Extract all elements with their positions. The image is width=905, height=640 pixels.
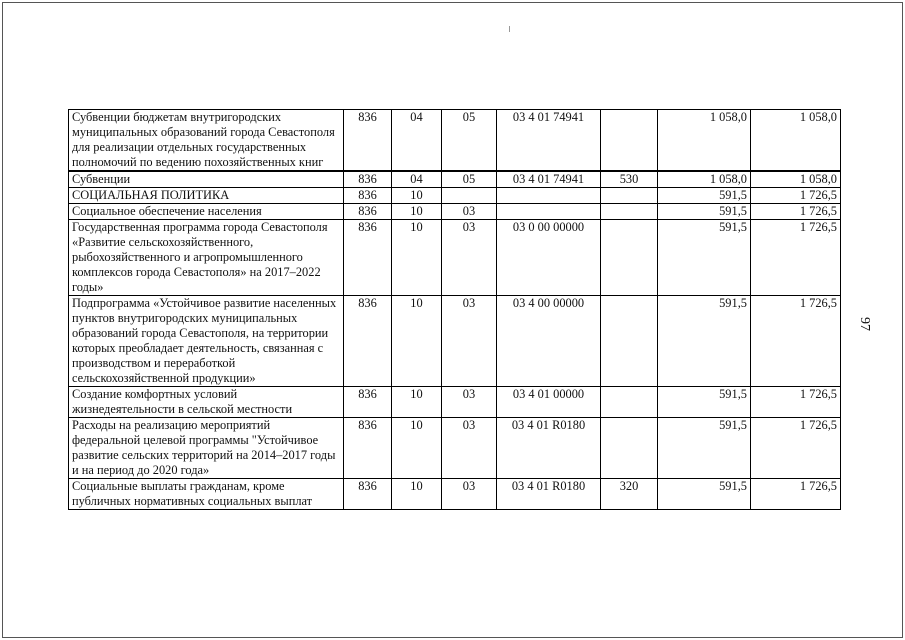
row-target-article: 03 4 01 74941 — [497, 110, 601, 172]
row-expense-type: 320 — [601, 479, 658, 510]
row-expense-type — [601, 296, 658, 387]
row-grbs: 836 — [344, 204, 392, 220]
row-grbs: 836 — [344, 296, 392, 387]
row-grbs: 836 — [344, 479, 392, 510]
row-amount-1: 591,5 — [658, 479, 751, 510]
table-row — [69, 171, 841, 188]
table-row — [69, 479, 841, 510]
row-amount-2: 1 726,5 — [751, 204, 841, 220]
row-expense-type — [601, 188, 658, 204]
row-amount-2: 1 726,5 — [751, 418, 841, 479]
row-subsection: 03 — [442, 204, 497, 220]
row-amount-1: 591,5 — [658, 418, 751, 479]
row-name: Социальное обеспечение населения — [69, 204, 344, 220]
row-target-article — [497, 188, 601, 204]
row-amount-2: 1 726,5 — [751, 296, 841, 387]
row-subsection: 03 — [442, 418, 497, 479]
row-section: 04 — [392, 171, 442, 188]
row-amount-1: 591,5 — [658, 220, 751, 296]
row-section: 10 — [392, 188, 442, 204]
row-name: Расходы на реализацию мероприятий федеральной целевой программы "Устойчивое развитие сельских территорий на 2014–2017 годы и на период до 2020 года» — [69, 418, 344, 479]
row-name: Государственная программа города Севастополя «Развитие сельскохозяйственного, рыбохозяйственного и агропромышленного комплексов города Севастополя» на 2017–2022 годы» — [69, 220, 344, 296]
row-target-article — [497, 204, 601, 220]
row-name: Субвенции бюджетам внутригородских муниципальных образований города Севастополя для реализации отдельных государственных полномочий по ведению похозяйственных книг — [69, 110, 344, 172]
row-section: 10 — [392, 296, 442, 387]
row-target-article: 03 4 01 R0180 — [497, 418, 601, 479]
row-amount-2: 1 726,5 — [751, 188, 841, 204]
row-name: Субвенции — [69, 171, 344, 188]
row-grbs: 836 — [344, 110, 392, 172]
row-amount-1: 591,5 — [658, 204, 751, 220]
row-amount-2: 1 726,5 — [751, 479, 841, 510]
row-subsection: 03 — [442, 479, 497, 510]
table-body — [69, 110, 841, 510]
row-target-article: 03 4 00 00000 — [497, 296, 601, 387]
row-expense-type — [601, 220, 658, 296]
row-target-article: 03 4 01 00000 — [497, 387, 601, 418]
row-amount-1: 1 058,0 — [658, 171, 751, 188]
scan-mark — [509, 26, 510, 32]
row-subsection: 03 — [442, 387, 497, 418]
row-amount-1: 591,5 — [658, 387, 751, 418]
table-row — [69, 110, 841, 172]
row-target-article: 03 0 00 00000 — [497, 220, 601, 296]
budget-table — [68, 109, 841, 510]
row-grbs: 836 — [344, 171, 392, 188]
row-amount-2: 1 726,5 — [751, 220, 841, 296]
row-expense-type — [601, 387, 658, 418]
row-subsection — [442, 188, 497, 204]
row-section: 10 — [392, 418, 442, 479]
table-row — [69, 188, 841, 204]
row-subsection: 05 — [442, 110, 497, 172]
table-row — [69, 387, 841, 418]
row-amount-1: 591,5 — [658, 296, 751, 387]
row-expense-type: 530 — [601, 171, 658, 188]
row-target-article: 03 4 01 74941 — [497, 171, 601, 188]
row-name: Подпрограмма «Устойчивое развитие населенных пунктов внутригородских муниципальных образований города Севастополя, на территории которых преобладает деятельность, связанная с производством и переработкой сельскохозяйственной продукции» — [69, 296, 344, 387]
row-grbs: 836 — [344, 418, 392, 479]
row-amount-2: 1 058,0 — [751, 110, 841, 172]
row-expense-type — [601, 110, 658, 172]
row-amount-2: 1 058,0 — [751, 171, 841, 188]
row-expense-type — [601, 418, 658, 479]
row-name: СОЦИАЛЬНАЯ ПОЛИТИКА — [69, 188, 344, 204]
table-row — [69, 296, 841, 387]
row-grbs: 836 — [344, 188, 392, 204]
row-section: 10 — [392, 204, 442, 220]
row-target-article: 03 4 01 R0180 — [497, 479, 601, 510]
table-row — [69, 220, 841, 296]
row-subsection: 05 — [442, 171, 497, 188]
row-section: 10 — [392, 479, 442, 510]
row-section: 10 — [392, 220, 442, 296]
row-name: Создание комфортных условий жизнедеятельности в сельской местности — [69, 387, 344, 418]
row-grbs: 836 — [344, 387, 392, 418]
row-name: Социальные выплаты гражданам, кроме публичных нормативных социальных выплат — [69, 479, 344, 510]
row-grbs: 836 — [344, 220, 392, 296]
row-subsection: 03 — [442, 220, 497, 296]
row-section: 04 — [392, 110, 442, 172]
table-row — [69, 418, 841, 479]
row-subsection: 03 — [442, 296, 497, 387]
table-row — [69, 204, 841, 220]
page-number: 97 — [857, 317, 872, 331]
row-section: 10 — [392, 387, 442, 418]
row-amount-2: 1 726,5 — [751, 387, 841, 418]
row-expense-type — [601, 204, 658, 220]
row-amount-1: 1 058,0 — [658, 110, 751, 172]
row-amount-1: 591,5 — [658, 188, 751, 204]
